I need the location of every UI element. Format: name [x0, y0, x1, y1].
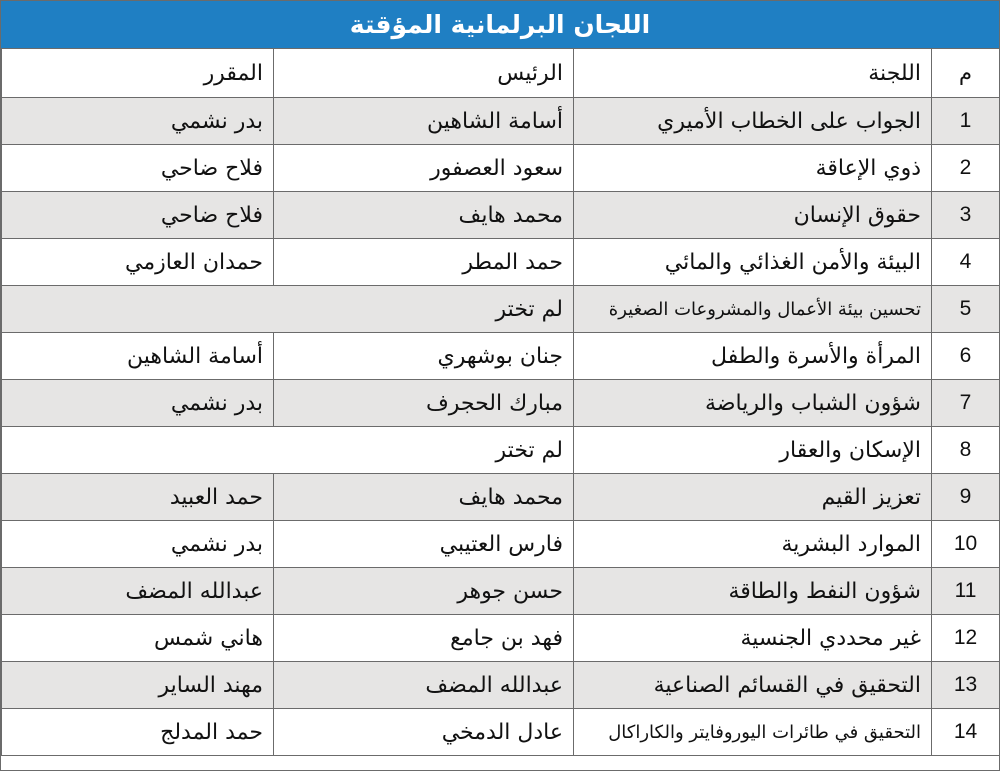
row-num: 4 [932, 239, 1000, 286]
row-num: 14 [932, 709, 1000, 756]
row-num: 11 [932, 568, 1000, 615]
row-chair: مبارك الحجرف [274, 380, 574, 427]
row-rapporteur: مهند الساير [2, 662, 274, 709]
table-row [2, 615, 1000, 662]
row-chair: فهد بن جامع [274, 615, 574, 662]
row-committee: شؤون الشباب والرياضة [574, 380, 932, 427]
table-row [2, 474, 1000, 521]
header-row [2, 49, 1000, 98]
row-chair: جنان بوشهري [274, 333, 574, 380]
table-row [2, 709, 1000, 756]
table-title: اللجان البرلمانية المؤقتة [1, 1, 999, 48]
row-num: 6 [932, 333, 1000, 380]
table-row [2, 427, 1000, 474]
table-row [2, 380, 1000, 427]
row-num: 9 [932, 474, 1000, 521]
row-committee: غير محددي الجنسية [574, 615, 932, 662]
row-rapporteur: بدر نشمي [2, 98, 274, 145]
row-num: 7 [932, 380, 1000, 427]
row-num: 12 [932, 615, 1000, 662]
table-row [2, 521, 1000, 568]
row-committee: شؤون النفط والطاقة [574, 568, 932, 615]
row-committee: الموارد البشرية [574, 521, 932, 568]
row-committee: ذوي الإعاقة [574, 145, 932, 192]
row-num: 13 [932, 662, 1000, 709]
table-row [2, 239, 1000, 286]
table-row [2, 662, 1000, 709]
row-rapporteur: حمدان العازمي [2, 239, 274, 286]
table-row [2, 98, 1000, 145]
table-row [2, 192, 1000, 239]
row-chair: محمد هايف [274, 192, 574, 239]
row-rapporteur: حمد المدلج [2, 709, 274, 756]
row-num: 1 [932, 98, 1000, 145]
row-not-chosen: لم تختر [2, 286, 574, 333]
row-chair: حسن جوهر [274, 568, 574, 615]
row-rapporteur: أسامة الشاهين [2, 333, 274, 380]
row-chair: عبدالله المضف [274, 662, 574, 709]
row-rapporteur: بدر نشمي [2, 521, 274, 568]
row-committee: الجواب على الخطاب الأميري [574, 98, 932, 145]
table-row [2, 333, 1000, 380]
table-row [2, 145, 1000, 192]
row-rapporteur: حمد العبيد [2, 474, 274, 521]
row-committee: حقوق الإنسان [574, 192, 932, 239]
header-rapporteur: المقرر [2, 49, 274, 98]
row-rapporteur: بدر نشمي [2, 380, 274, 427]
header-chair: الرئيس [274, 49, 574, 98]
row-chair: فارس العتيبي [274, 521, 574, 568]
row-not-chosen: لم تختر [2, 427, 574, 474]
row-committee: التحقيق في القسائم الصناعية [574, 662, 932, 709]
row-num: 10 [932, 521, 1000, 568]
row-num: 5 [932, 286, 1000, 333]
row-num: 3 [932, 192, 1000, 239]
row-committee: البيئة والأمن الغذائي والمائي [574, 239, 932, 286]
row-committee: تحسين بيئة الأعمال والمشروعات الصغيرة [574, 286, 932, 333]
committees-table [1, 48, 1000, 756]
row-committee: تعزيز القيم [574, 474, 932, 521]
row-committee: الإسكان والعقار [574, 427, 932, 474]
row-committee: التحقيق في طائرات اليوروفايتر والكاراكال [574, 709, 932, 756]
table-row [2, 286, 1000, 333]
row-chair: حمد المطر [274, 239, 574, 286]
row-chair: سعود العصفور [274, 145, 574, 192]
row-chair: محمد هايف [274, 474, 574, 521]
row-rapporteur: عبدالله المضف [2, 568, 274, 615]
header-committee: اللجنة [574, 49, 932, 98]
row-num: 2 [932, 145, 1000, 192]
table-row [2, 568, 1000, 615]
row-chair: أسامة الشاهين [274, 98, 574, 145]
row-committee: المرأة والأسرة والطفل [574, 333, 932, 380]
row-rapporteur: هاني شمس [2, 615, 274, 662]
row-rapporteur: فلاح ضاحي [2, 145, 274, 192]
row-rapporteur: فلاح ضاحي [2, 192, 274, 239]
header-num: م [932, 49, 1000, 98]
row-num: 8 [932, 427, 1000, 474]
row-chair: عادل الدمخي [274, 709, 574, 756]
